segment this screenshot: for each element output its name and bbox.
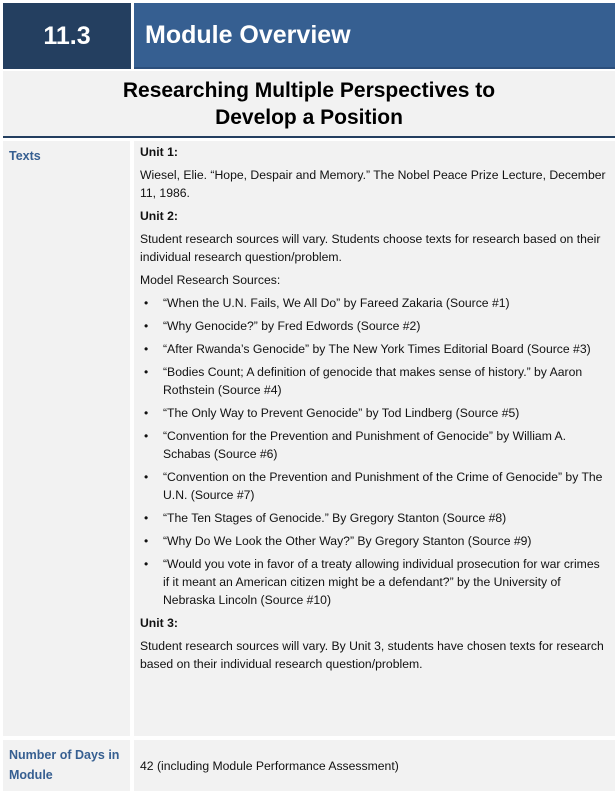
list-item	[140, 363, 607, 399]
source-text: “Convention on the Prevention and Punishment of the Crime of Genocide” by The U.N. (Source #7)	[163, 470, 603, 502]
unit-2-text: Student research sources will vary. Students choose texts for research based on their individual research question/problem.	[140, 232, 601, 264]
unit-3-text: Student research sources will vary. By Unit 3, students have chosen texts for research based on their individual research question/problem.	[140, 639, 604, 671]
texts-row	[3, 141, 615, 736]
source-text: “Convention for the Prevention and Punishment of Genocide” by William A. Schabas (Source #6)	[163, 429, 567, 461]
subtitle-line-1: Researching Multiple Perspectives to	[122, 78, 496, 102]
source-text: “Why Genocide?” by Fred Edwords (Source #2)	[163, 319, 421, 333]
list-item	[140, 532, 607, 550]
list-item	[140, 509, 607, 527]
list-item	[140, 294, 607, 312]
bullet-icon: •	[144, 557, 149, 571]
days-value	[134, 740, 615, 791]
bullet-icon: •	[144, 429, 149, 443]
module-header	[3, 3, 615, 69]
bullet-icon: •	[144, 470, 149, 484]
list-item	[140, 317, 607, 335]
source-text: “The Ten Stages of Genocide.” By Gregory Stanton (Source #8)	[163, 511, 507, 525]
unit-1-heading: Unit 1:	[140, 145, 178, 159]
days-row	[3, 740, 615, 791]
source-text: “The Only Way to Prevent Genocide” by Tod Lindberg (Source #5)	[163, 406, 520, 420]
days-label: Number of Days in Module	[3, 740, 130, 791]
list-item	[140, 404, 607, 422]
module-number: 11.3	[3, 3, 131, 69]
source-text: “Why Do We Look the Other Way?” By Gregory Stanton (Source #9)	[163, 534, 532, 548]
unit-1-text: Wiesel, Elie. “Hope, Despair and Memory.” The Nobel Peace Prize Lecture, December 11, 1986.	[140, 168, 606, 200]
texts-label: Texts	[3, 141, 130, 736]
list-item	[140, 340, 607, 358]
list-item	[140, 555, 607, 609]
source-text: “When the U.N. Fails, We All Do” by Fareed Zakaria (Source #1)	[163, 296, 510, 310]
bullet-icon: •	[144, 319, 149, 333]
source-text: “Would you vote in favor of a treaty allowing individual prosecution for war crimes if it meant an American citizen might be a defendant?” by the University of Nebraska Lincoln (Source #10)	[163, 557, 600, 607]
source-text: “After Rwanda’s Genocide” by The New York Times Editorial Board (Source #3)	[163, 342, 591, 356]
list-item	[140, 427, 607, 463]
days-value-text: 42 (including Module Performance Assessment)	[140, 758, 399, 773]
list-item	[140, 468, 607, 504]
module-subtitle	[3, 71, 615, 138]
texts-content	[134, 141, 615, 736]
model-sources-label: Model Research Sources:	[140, 273, 281, 287]
unit-3-heading: Unit 3:	[140, 616, 178, 630]
bullet-icon: •	[144, 296, 149, 310]
source-text: “Bodies Count; A definition of genocide that makes sense of history.” by Aaron Rothstein (Source #4)	[163, 365, 583, 397]
subtitle-line-2: Develop a Position	[215, 105, 403, 129]
bullet-icon: •	[144, 511, 149, 525]
bullet-icon: •	[144, 534, 149, 548]
bullet-icon: •	[144, 342, 149, 356]
bullet-icon: •	[144, 406, 149, 420]
bullet-icon: •	[144, 365, 149, 379]
model-sources-list	[140, 294, 607, 609]
unit-2-heading: Unit 2:	[140, 209, 178, 223]
module-title: Module Overview	[134, 3, 615, 69]
